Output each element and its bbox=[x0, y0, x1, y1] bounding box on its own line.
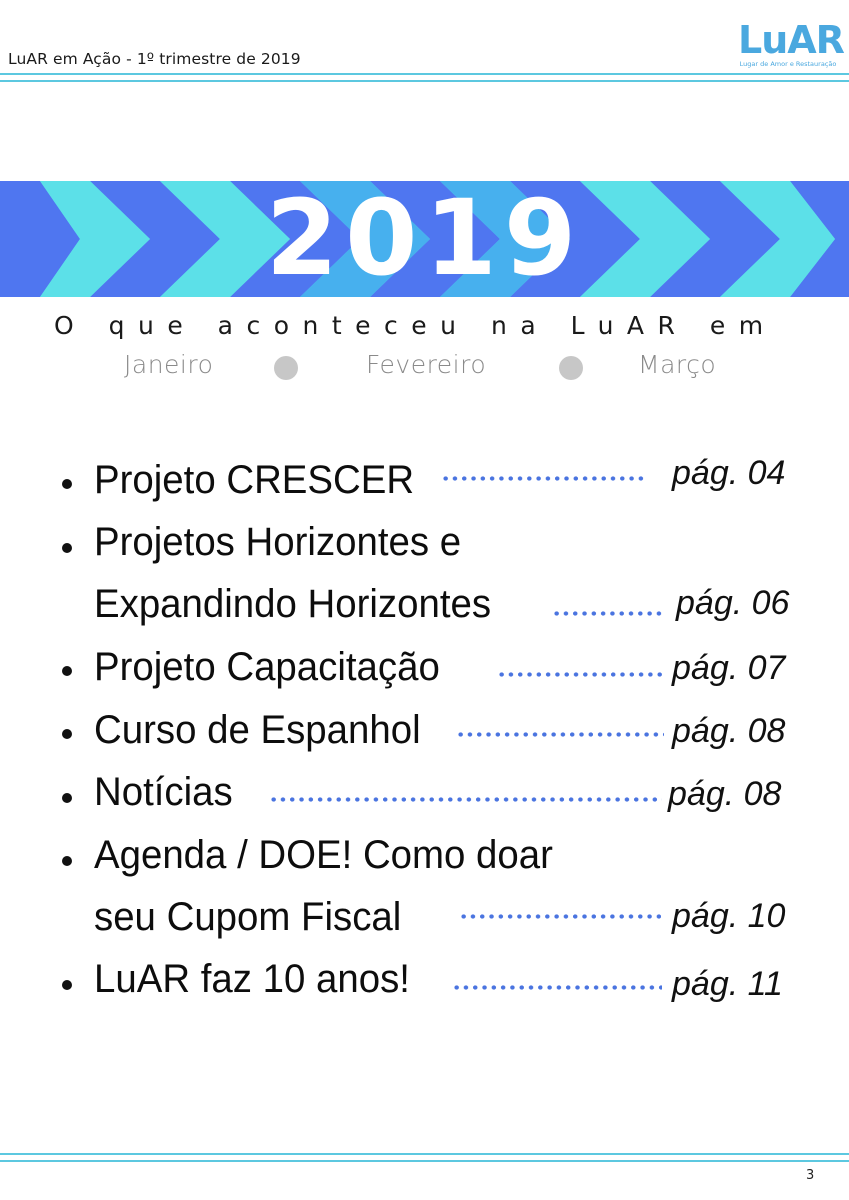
toc-item-luar-10-anos: LuAR faz 10 anos! bbox=[94, 957, 410, 1001]
bullet bbox=[62, 856, 72, 866]
month-january: Janeiro bbox=[124, 350, 214, 379]
footer-rule-top bbox=[0, 1153, 849, 1155]
banner-year: 2019 bbox=[265, 177, 584, 299]
luar-logo bbox=[738, 18, 844, 70]
bullet bbox=[62, 666, 72, 676]
toc-page-ref: pág. 11 bbox=[672, 965, 783, 1003]
dot-leader bbox=[269, 797, 662, 802]
dot-leader bbox=[441, 476, 645, 481]
bullet bbox=[62, 729, 72, 739]
page-number: 3 bbox=[806, 1168, 815, 1183]
header-rule-bottom bbox=[0, 80, 849, 82]
logo-tagline: Lugar de Amor e Restauração bbox=[739, 60, 837, 68]
toc-item-agenda-doe-line2: seu Cupom Fiscal bbox=[94, 895, 402, 939]
month-february: Fevereiro bbox=[366, 350, 487, 379]
bullet bbox=[62, 479, 72, 489]
month-march: Março bbox=[638, 350, 717, 379]
dot-leader bbox=[497, 672, 663, 677]
toc-item-projetos-horizontes-line2: Expandindo Horizontes bbox=[94, 582, 492, 626]
toc-page-ref: pág. 06 bbox=[676, 584, 790, 622]
document-header-title: LuAR em Ação - 1º trimestre de 2019 bbox=[8, 50, 301, 68]
toc-item-agenda-doe: Agenda / DOE! Como doar bbox=[94, 833, 553, 877]
toc-page-ref: pág. 10 bbox=[672, 897, 786, 935]
header-rule-top bbox=[0, 73, 849, 75]
logo-wordmark: LuAR bbox=[738, 18, 844, 62]
toc-item-noticias: Notícias bbox=[94, 770, 233, 814]
dot-leader bbox=[456, 732, 664, 737]
bullet bbox=[62, 980, 72, 990]
subtitle: O que aconteceu na LuAR em bbox=[54, 311, 777, 340]
toc-item-projeto-capacitacao: Projeto Capacitação bbox=[94, 645, 440, 689]
dot-leader bbox=[459, 914, 661, 919]
footer-rule-bottom bbox=[0, 1160, 849, 1162]
separator-dot bbox=[274, 356, 298, 380]
dot-leader bbox=[452, 985, 662, 990]
toc-page-ref: pág. 08 bbox=[668, 775, 782, 813]
bullet bbox=[62, 793, 72, 803]
toc-item-projetos-horizontes: Projetos Horizontes e bbox=[94, 520, 462, 564]
dot-leader bbox=[552, 611, 664, 616]
toc-page-ref: pág. 07 bbox=[672, 649, 786, 687]
toc-page-ref: pág. 08 bbox=[672, 712, 786, 750]
toc-item-curso-espanhol: Curso de Espanhol bbox=[94, 708, 421, 752]
toc-item-projeto-crescer: Projeto CRESCER bbox=[94, 458, 415, 502]
toc-page-ref: pág. 04 bbox=[672, 454, 786, 492]
separator-dot bbox=[559, 356, 583, 380]
bullet bbox=[62, 543, 72, 553]
